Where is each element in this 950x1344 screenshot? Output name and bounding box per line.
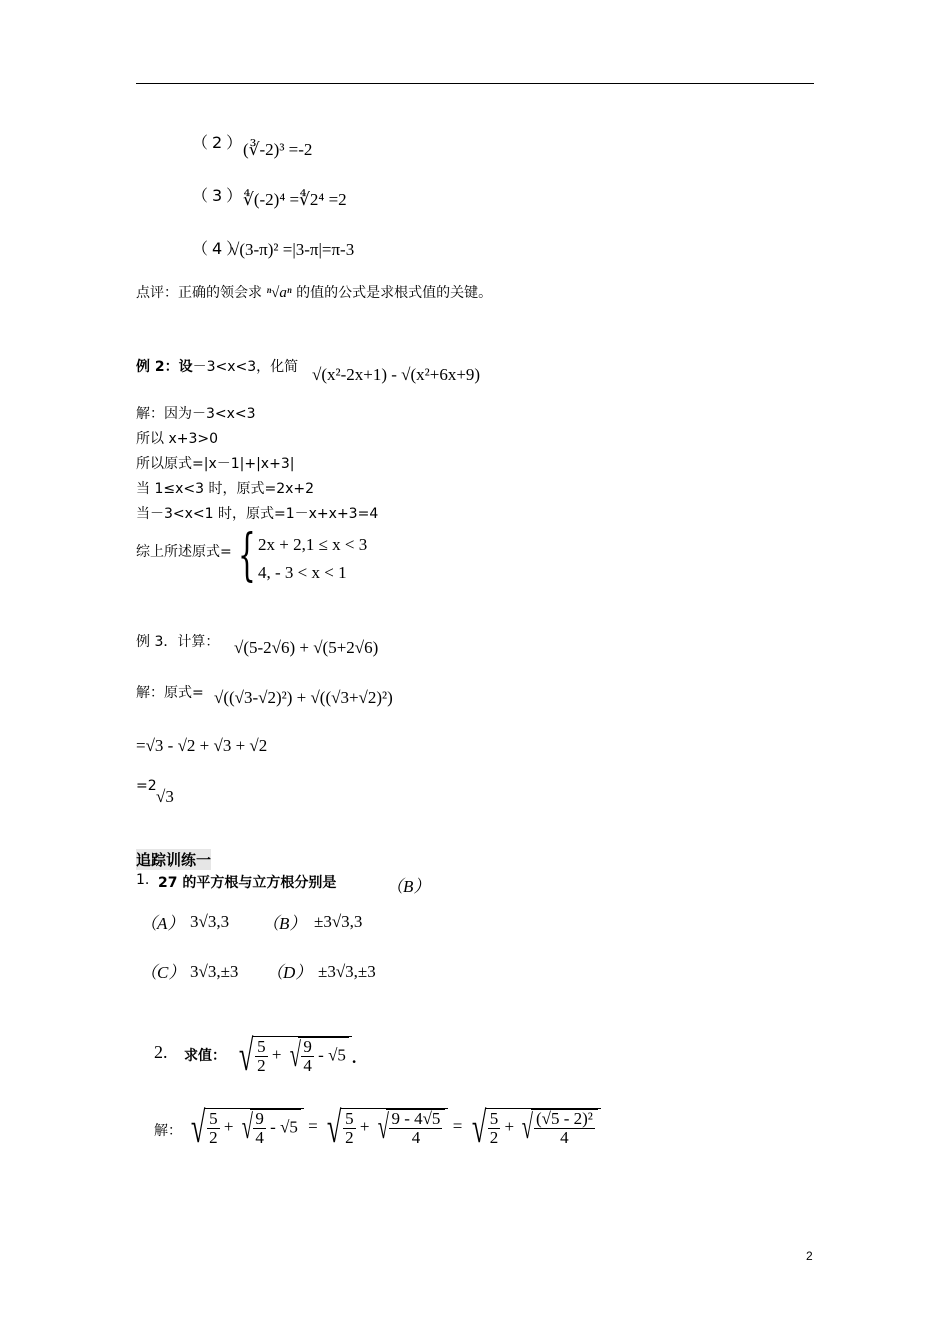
item-3-label: （3） (192, 186, 247, 205)
ex3-title: 例 3．计算： (136, 634, 220, 650)
ex3-step-2-root: √3 (156, 787, 174, 806)
ex3-sol-expression: √((√3-√2)²) + √((√3+√2)²) (214, 688, 393, 707)
ex2-expression: √(x²-2x+1) - √(x²+6x+9) (312, 365, 481, 384)
ex2-title-bold: 例 2：设 (136, 359, 193, 375)
opt-d-label: （D） (266, 963, 313, 982)
practice-heading: 追踪训练一 (136, 851, 212, 869)
ex2-line-4: 当 1≤x<3 时，原式=2x+2 (136, 481, 315, 497)
item-3-math: ∜(-2)⁴ =∜2⁴ =2 (243, 190, 347, 209)
ex3-sol-label: 解：原式= (136, 685, 204, 701)
q1-answer: （B） (386, 877, 431, 896)
review-formula: ⁿ√aⁿ (266, 285, 292, 301)
opt-d-value: ±3√3,±3 (318, 962, 376, 981)
review-prefix: 点评：正确的领会求 (136, 285, 262, 301)
ex2-line-3: 所以原式=|x－1|+|x+3| (136, 456, 295, 472)
opt-a-label: （A） (140, 914, 185, 933)
ex2-line-2: 所以 x+3>0 (136, 431, 219, 447)
ex2-brace: { (238, 523, 256, 588)
q2-solution-expression: √ $\frac{5}{2}$ + √ $\frac{9}{4}$ - √5 = √ $\frac{5}{2}$ + √ $\frac{9 - 4√5}{4}$ = √ $\frac{5}{2}$ + √ $\frac{\text{(√5 - 2)²}}{4}$ (186, 1102, 601, 1153)
header-rule (136, 83, 814, 84)
page-number: 2 (806, 1249, 813, 1263)
opt-c-value: 3√3,±3 (190, 962, 239, 981)
ex2-title (136, 356, 298, 376)
opt-b-value: ±3√3,3 (314, 912, 363, 931)
item-4-label: （4） (192, 239, 247, 258)
q2-number: 2. (154, 1042, 168, 1062)
q1-text: 27 的平方根与立方根分别是 (158, 875, 337, 891)
item-2-label: （2） (192, 133, 247, 152)
q1-number: 1. (136, 872, 150, 888)
opt-a-value: 3√3,3 (190, 912, 230, 931)
ex2-summary-label: 综上所述原式= (136, 544, 232, 560)
q2-expression: √ $\frac{5}{2}$ + √ $\frac{9}{4}$ - √5 (234, 1030, 352, 1081)
ex3-step-1: =√3 - √2 + √3 + √2 (136, 736, 268, 755)
review-suffix: 的值的公式是求根式值的关键。 (296, 285, 493, 301)
item-4-math: √(3-π)² =|3-π|=π-3 (230, 240, 355, 259)
opt-b-label: （B） (262, 914, 307, 933)
opt-c-label: （C） (140, 963, 186, 982)
item-2-math: (∛-2)³ =-2 (243, 140, 313, 159)
ex2-case-1: 2x + 2,1 ≤ x < 3 (258, 535, 368, 554)
ex3-expression: √(5-2√6) + √(5+2√6) (234, 638, 379, 657)
q2-solution-label: 解： (154, 1123, 182, 1139)
ex2-case-2: 4, - 3 < x < 1 (258, 563, 347, 582)
ex2-line-5: 当－3<x<1 时，原式=1－x+x+3=4 (136, 506, 379, 522)
q2-period: . (352, 1048, 357, 1067)
q2-text: 求值： (184, 1048, 226, 1064)
ex3-step-2-prefix: =2 (136, 778, 157, 794)
ex2-line-1: 解：因为－3<x<3 (136, 406, 256, 422)
review-line (136, 282, 492, 302)
ex2-solution (136, 402, 378, 527)
ex2-title-rest: －3<x<3，化简 (192, 359, 299, 375)
